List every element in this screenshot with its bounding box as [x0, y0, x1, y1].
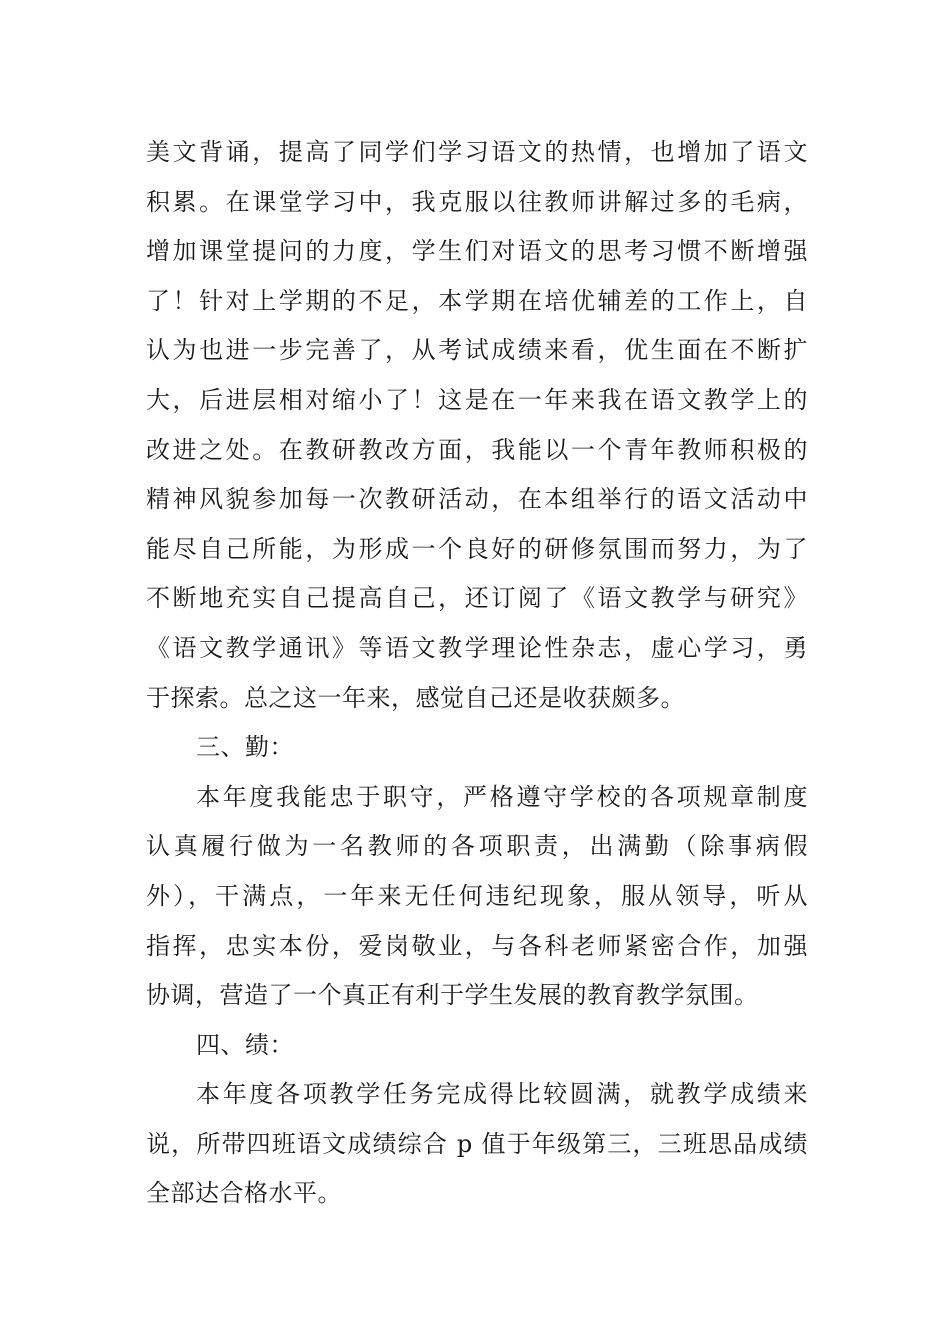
- text-line: 认真履行做为一名教师的各项职责，出满勤（除事病假: [146, 832, 808, 861]
- text-line: 认为也进一步完善了，从考试成绩来看，优生面在不断扩: [146, 336, 808, 365]
- text-line: 全部达合格水平。: [146, 1179, 342, 1208]
- text-line: 说，所带四班语文成绩综合 p 值于年级第三，三班思品成绩: [146, 1129, 808, 1158]
- text-line: 《语文教学通讯》等语文教学理论性杂志，虚心学习，勇: [146, 633, 808, 662]
- section-heading-diligence: 三、勤：: [196, 733, 294, 762]
- section-heading-achievement: 四、绩：: [196, 1030, 294, 1059]
- text-line: 改进之处。在教研教改方面，我能以一个青年教师积极的: [146, 435, 808, 464]
- paragraph-achievement: [146, 1070, 808, 1219]
- text-line: 本年度我能忠于职守，严格遵守学校的各项规章制度: [196, 782, 808, 811]
- paragraph-teaching-research: [146, 128, 808, 723]
- text-line: 于探索。总之这一年来，感觉自己还是收获颇多。: [146, 683, 685, 712]
- text-line: 大，后进层相对缩小了！这是在一年来我在语文教学上的: [146, 385, 808, 414]
- text-line: 不断地充实自己提高自己，还订阅了《语文教学与研究》: [146, 584, 808, 613]
- text-line: 了！针对上学期的不足，本学期在培优辅差的工作上，自: [146, 286, 808, 315]
- text-line: 协调，营造了一个真正有利于学生发展的教育教学氛围。: [146, 981, 759, 1010]
- text-line: 积累。在课堂学习中，我克服以往教师讲解过多的毛病，: [146, 187, 808, 216]
- text-line: 指挥，忠实本份，爱岗敬业，与各科老师紧密合作，加强: [146, 931, 808, 960]
- document-body: [146, 128, 808, 1219]
- text-line: 增加课堂提问的力度，学生们对语文的思考习惯不断增强: [146, 237, 808, 266]
- text-line: 美文背诵，提高了同学们学习语文的热情，也增加了语文: [146, 138, 808, 166]
- paragraph-diligence: [146, 773, 808, 1021]
- text-line: 精神风貌参加每一次教研活动，在本组举行的语文活动中: [146, 485, 808, 514]
- text-line: 本年度各项教学任务完成得比较圆满，就教学成绩来: [196, 1080, 808, 1109]
- text-line: 外），干满点，一年来无任何违纪现象，服从领导，听从: [146, 881, 808, 910]
- text-line: 能尽自己所能，为形成一个良好的研修氛围而努力，为了: [146, 534, 808, 563]
